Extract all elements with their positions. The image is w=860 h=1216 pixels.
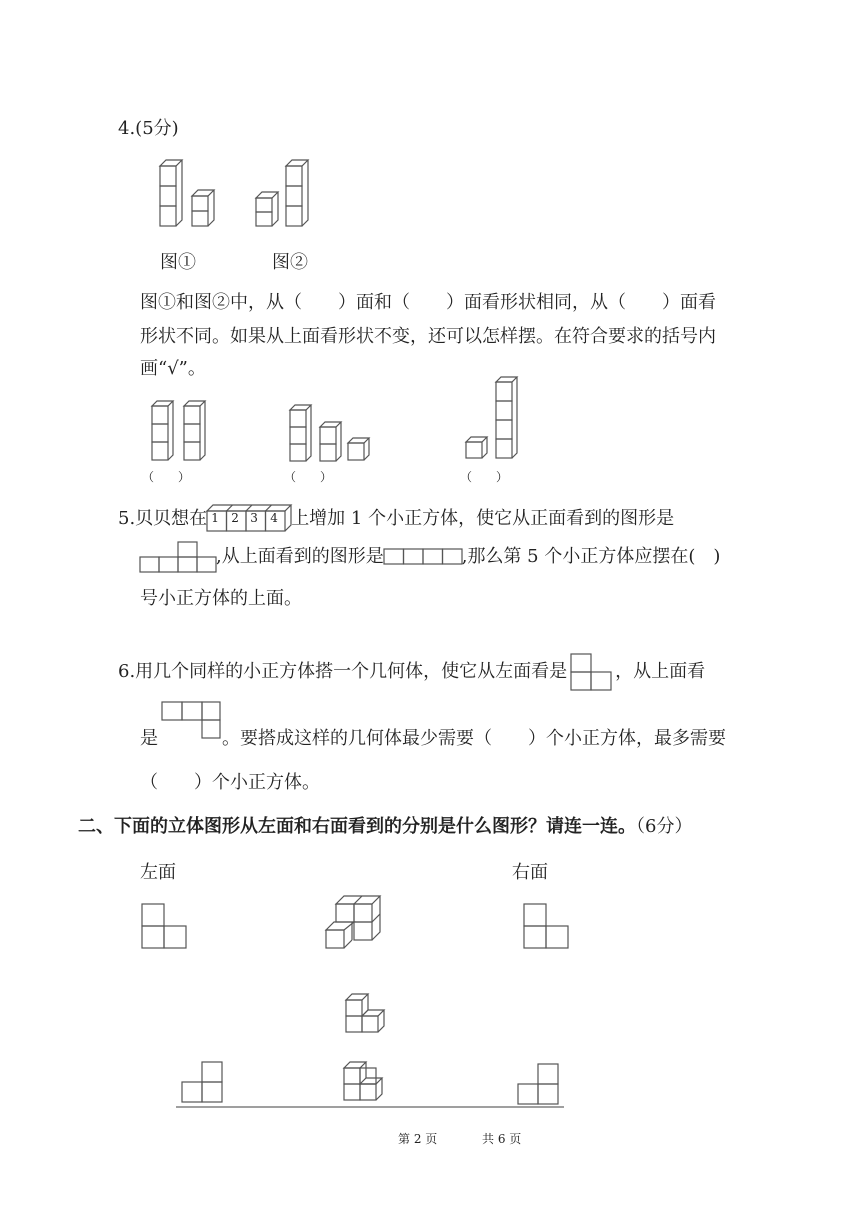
q4-option-2-figure bbox=[290, 404, 380, 464]
q5-front-view-figure bbox=[140, 540, 216, 574]
baseline-divider bbox=[176, 1106, 566, 1110]
q5-part-3: ,从上面看到的图形是 bbox=[216, 546, 384, 567]
section-2-heading: 二、下面的立体图形从左面和右面看到的分别是什么图形？请连一连。 bbox=[78, 816, 636, 837]
q6-left-view-figure bbox=[569, 652, 613, 692]
q4-option-3-figure bbox=[466, 376, 526, 464]
q4-option-3-bracket[interactable]: （ ） bbox=[460, 470, 509, 484]
q5-top-view-figure bbox=[384, 547, 462, 567]
q4-option-2-bracket[interactable]: （ ） bbox=[284, 470, 333, 484]
footer-page-number: 第 2 页 bbox=[398, 1132, 438, 1146]
q5-text-line-2 bbox=[140, 540, 720, 574]
cube-number-4: 4 bbox=[270, 511, 278, 525]
solid-2[interactable] bbox=[346, 992, 392, 1046]
q4-number: 4.(5分) bbox=[118, 118, 179, 139]
q5-part-1: 5.贝贝想在 bbox=[118, 508, 208, 529]
q6-text-line-1 bbox=[118, 652, 705, 692]
q6-part-1: 6.用几个同样的小正方体搭一个几何体，使它从左面看是 bbox=[118, 661, 568, 682]
q4-figure-1 bbox=[160, 158, 220, 230]
q4-option-1-figure bbox=[152, 400, 222, 462]
section-2-score: （6分） bbox=[636, 816, 693, 837]
q5-part-4: ,那么第 5 个小正方体应摆在( ) bbox=[461, 546, 721, 567]
q4-text-line-3: 画“√”。 bbox=[140, 358, 206, 379]
footer-total-pages: 共 6 页 bbox=[482, 1132, 522, 1146]
cube-number-2: 2 bbox=[231, 511, 239, 525]
solid-1[interactable] bbox=[326, 896, 386, 958]
q4-text-line-1: 图①和图②中，从（ ）面和（ ）面看形状相同，从（ ）面看 bbox=[140, 292, 716, 313]
q4-option-1-bracket[interactable]: （ ） bbox=[142, 470, 191, 484]
q6-text-line-3: （ ）个小正方体。 bbox=[140, 772, 320, 793]
solid-3[interactable] bbox=[344, 1060, 404, 1108]
right-view-label: 右面 bbox=[512, 862, 548, 883]
cube-number-1: 1 bbox=[211, 511, 219, 525]
q6-part-3: 是 bbox=[140, 728, 158, 749]
q4-figure-1-label: 图① bbox=[160, 252, 196, 273]
section-2-heading-line bbox=[78, 810, 692, 844]
q6-text-line-2 bbox=[140, 722, 726, 756]
left-view-option-1[interactable] bbox=[142, 904, 190, 952]
left-view-option-2[interactable] bbox=[182, 1062, 224, 1106]
left-view-label: 左面 bbox=[140, 862, 176, 883]
q4-figure-2 bbox=[256, 158, 316, 230]
q5-part-2: 上增加 1 个小正方体，使它从正面看到的图形是 bbox=[291, 508, 675, 529]
q6-part-4: 。要搭成这样的几何体最少需要（ ）个小正方体，最多需要 bbox=[222, 728, 726, 749]
q4-text-line-2: 形状不同。如果从上面看形状不变，还可以怎样摆。在符合要求的括号内 bbox=[140, 326, 716, 347]
q5-numbered-cubes-figure bbox=[207, 505, 291, 533]
right-view-option-2[interactable] bbox=[518, 1064, 560, 1108]
q5-text-line-1 bbox=[118, 502, 674, 536]
right-view-option-1[interactable] bbox=[524, 904, 572, 952]
q5-text-line-3: 号小正方体的上面。 bbox=[140, 588, 302, 609]
cube-number-3: 3 bbox=[250, 511, 258, 525]
q4-figure-2-label: 图② bbox=[272, 252, 308, 273]
q6-part-2: ，从上面看 bbox=[615, 661, 706, 682]
